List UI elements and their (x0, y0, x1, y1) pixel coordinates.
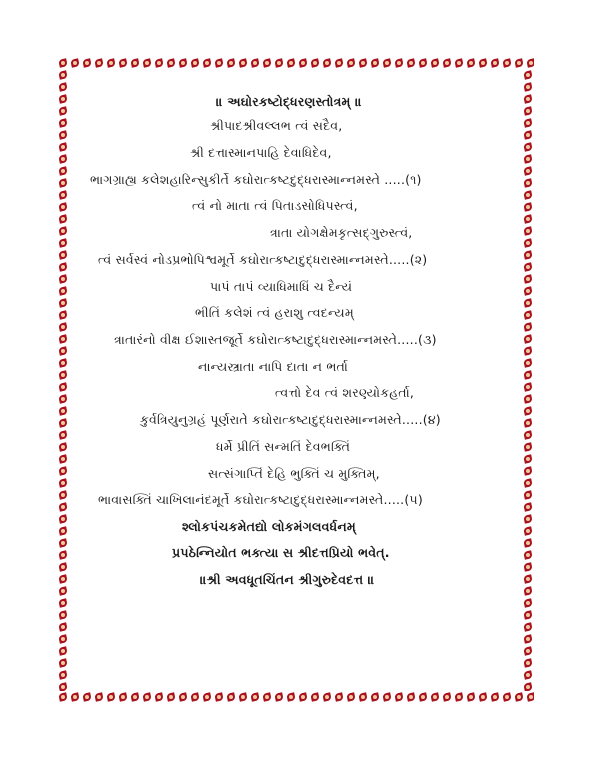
border-motif (522, 357, 534, 369)
border-motif (321, 57, 333, 69)
border-motif (57, 681, 69, 691)
border-motif (522, 297, 534, 309)
border-motif (522, 537, 534, 549)
border-motif (273, 57, 285, 69)
border-motif (57, 597, 69, 609)
border-motif (522, 441, 534, 453)
verse-1-line-3: ભાગગ્રાહ્ય કલેશહારિન્સુકીર્તે કઘોરાત્કષ્ટદુદ્ધરાસ્માન્નમસ્તે .....(૧) (90, 172, 422, 187)
border-motif (57, 333, 69, 345)
border-motif (522, 645, 534, 657)
border-motif (249, 57, 261, 69)
border-motif (225, 691, 237, 703)
border-motif (117, 691, 129, 703)
verse-3-line-2: ભીતિં કલેશં ત્વં હરાશુ ત્વદન્યમ્ (195, 305, 354, 320)
border-motif (522, 321, 534, 333)
verse-1-line-2: શ્રી દત્તાસ્માનપાહિ દેવાધિદેવ, (190, 145, 332, 160)
border-motif (381, 691, 393, 703)
border-motif (477, 691, 489, 703)
border-motif (57, 69, 69, 81)
border-motif (57, 561, 69, 573)
border-motif (57, 453, 69, 465)
border-motif (57, 477, 69, 489)
border-motif (417, 691, 429, 703)
border-motif (465, 691, 477, 703)
border-motif (345, 691, 357, 703)
border-motif (381, 57, 393, 69)
border-motif (429, 691, 441, 703)
border-motif (501, 57, 513, 69)
stotra-title: ॥ અઘોરકષ્ટોદ્ધરણસ્તોત્રમ્ ॥ (216, 94, 362, 109)
decorative-border-top (57, 57, 534, 69)
border-motif (522, 213, 534, 225)
border-motif (285, 57, 297, 69)
border-motif (141, 57, 153, 69)
border-motif (369, 57, 381, 69)
border-motif (237, 691, 249, 703)
border-motif (261, 691, 273, 703)
border-motif (57, 165, 69, 177)
border-motif (129, 57, 141, 69)
border-motif (57, 285, 69, 297)
border-motif (201, 57, 213, 69)
border-motif (177, 57, 189, 69)
border-motif (57, 189, 69, 201)
border-motif (489, 57, 501, 69)
border-motif (522, 345, 534, 357)
border-motif (57, 81, 69, 93)
border-motif (57, 573, 69, 585)
border-motif (117, 57, 129, 69)
border-motif (357, 691, 369, 703)
border-motif (321, 691, 333, 703)
border-motif (345, 57, 357, 69)
border-motif (285, 691, 297, 703)
border-motif (93, 57, 105, 69)
border-motif (522, 249, 534, 261)
border-motif (57, 237, 69, 249)
decorative-border-right (522, 69, 534, 691)
border-motif (333, 57, 345, 69)
border-motif (57, 93, 69, 105)
border-motif (57, 489, 69, 501)
border-motif (273, 691, 285, 703)
border-motif (57, 153, 69, 165)
border-motif (522, 225, 534, 237)
closing-line-3: ॥શ્રી અવધૂતચિંતન શ્રીગુરુદેવદત્ત ॥ (200, 572, 375, 587)
border-motif (369, 691, 381, 703)
border-motif (522, 429, 534, 441)
border-motif (522, 633, 534, 645)
border-motif (522, 561, 534, 573)
border-motif (522, 597, 534, 609)
verse-2-line-1: ત્વં નો માતા ત્વં પિતાડસોધિપસ્ત્વં, (192, 198, 358, 213)
border-motif (522, 669, 534, 681)
border-motif (57, 549, 69, 561)
border-motif (153, 691, 165, 703)
border-motif (57, 345, 69, 357)
border-motif (57, 297, 69, 309)
border-motif (522, 477, 534, 489)
border-motif (522, 153, 534, 165)
border-motif (522, 333, 534, 345)
border-motif (57, 429, 69, 441)
border-motif (429, 57, 441, 69)
stotra-page (70, 70, 522, 690)
border-motif (57, 117, 69, 129)
border-motif (57, 621, 69, 633)
border-motif (57, 645, 69, 657)
border-motif (57, 393, 69, 405)
border-motif (525, 57, 534, 69)
border-motif (522, 369, 534, 381)
border-motif (249, 691, 261, 703)
border-motif (201, 691, 213, 703)
border-motif (405, 691, 417, 703)
border-motif (522, 405, 534, 417)
border-motif (522, 237, 534, 249)
border-motif (522, 501, 534, 513)
border-motif (165, 691, 177, 703)
border-motif (57, 381, 69, 393)
border-motif (69, 691, 81, 703)
closing-line-2: પ્રપઠેન્નિયોત ભક્ત્યા સ શ્રીદત્તપ્રિયો ભવેત્. (172, 545, 390, 560)
border-motif (522, 657, 534, 669)
border-motif (522, 525, 534, 537)
border-motif (522, 573, 534, 585)
border-motif (57, 321, 69, 333)
border-motif (165, 57, 177, 69)
border-motif (189, 57, 201, 69)
border-motif (57, 225, 69, 237)
border-motif (57, 201, 69, 213)
border-motif (453, 691, 465, 703)
border-motif (309, 57, 321, 69)
border-motif (405, 57, 417, 69)
border-motif (213, 57, 225, 69)
border-motif (525, 691, 534, 703)
border-motif (105, 57, 117, 69)
border-motif (129, 691, 141, 703)
border-motif (57, 309, 69, 321)
verse-5-line-3: ભાવાસક્તિં ચાખિલાનંદમૂર્તે કઘોરાત્કષ્ટાદુદ્ધરાસ્માન્નમસ્તે.....(૫) (98, 492, 423, 507)
border-motif (57, 633, 69, 645)
border-motif (237, 57, 249, 69)
border-motif (57, 537, 69, 549)
border-motif (81, 691, 93, 703)
border-motif (57, 691, 69, 703)
border-motif (177, 691, 189, 703)
verse-2-line-3: ત્વં સર્વસ્વં નોડપ્રભોપિશ્વમૂર્તે કઘોરાત્કષ્ટાદુદ્ધરાસ્માન્નમસ્તે.....(૨) (98, 252, 428, 267)
border-motif (522, 417, 534, 429)
border-motif (522, 177, 534, 189)
border-motif (57, 57, 69, 69)
border-motif (501, 691, 513, 703)
border-motif (93, 691, 105, 703)
border-motif (522, 585, 534, 597)
border-motif (153, 57, 165, 69)
border-motif (57, 273, 69, 285)
border-motif (261, 57, 273, 69)
decorative-border-left (57, 69, 69, 691)
border-motif (522, 273, 534, 285)
border-motif (57, 513, 69, 525)
border-motif (522, 117, 534, 129)
border-motif (57, 129, 69, 141)
border-motif (513, 691, 525, 703)
border-motif (522, 393, 534, 405)
border-motif (57, 213, 69, 225)
verse-4-line-1: નાન્યસ્ત્રાતા નાપિ દાતા ન ભર્તા (198, 359, 349, 374)
border-motif (357, 57, 369, 69)
border-motif (57, 501, 69, 513)
verse-4-line-2: ત્વત્તો દેવ ત્વં શરણ્યોકહર્તા, (275, 385, 415, 400)
border-motif (57, 261, 69, 273)
border-motif (57, 357, 69, 369)
border-motif (57, 609, 69, 621)
border-motif (522, 261, 534, 273)
border-motif (69, 57, 81, 69)
border-motif (465, 57, 477, 69)
border-motif (57, 417, 69, 429)
border-motif (57, 177, 69, 189)
verse-1-line-1: શ્રીપાદશ્રીવલ્લભ ત્વં સદૈવ, (210, 118, 343, 133)
border-motif (489, 691, 501, 703)
border-motif (213, 691, 225, 703)
border-motif (297, 691, 309, 703)
border-motif (57, 405, 69, 417)
border-motif (522, 69, 534, 81)
border-motif (441, 691, 453, 703)
border-motif (393, 57, 405, 69)
border-motif (513, 57, 525, 69)
border-motif (522, 129, 534, 141)
border-motif (105, 691, 117, 703)
border-motif (522, 93, 534, 105)
border-motif (453, 57, 465, 69)
border-motif (522, 309, 534, 321)
border-motif (522, 381, 534, 393)
border-motif (522, 189, 534, 201)
border-motif (522, 285, 534, 297)
border-motif (57, 141, 69, 153)
border-motif (522, 165, 534, 177)
closing-line-1: શ્લોકપંચકમેતદ્યો લોકમંગલવર્ધનમ્ (182, 519, 356, 534)
border-motif (441, 57, 453, 69)
border-motif (57, 585, 69, 597)
border-motif (81, 57, 93, 69)
border-motif (522, 81, 534, 93)
border-motif (522, 621, 534, 633)
border-motif (189, 691, 201, 703)
border-motif (417, 57, 429, 69)
border-motif (477, 57, 489, 69)
border-motif (57, 465, 69, 477)
border-motif (522, 201, 534, 213)
border-motif (309, 691, 321, 703)
border-motif (333, 691, 345, 703)
border-motif (141, 691, 153, 703)
border-motif (57, 369, 69, 381)
border-motif (522, 549, 534, 561)
verse-5-line-1: ધર્મે પ્રીતિં સન્મતિં દેવભક્તિં (216, 439, 351, 454)
decorative-border-bottom (57, 691, 534, 703)
verse-2-line-2: ત્રાતા યોગક્ષેમકૃત્સદ્ગુરુસ્ત્વં, (270, 225, 413, 240)
border-motif (57, 441, 69, 453)
verse-3-line-1: પાપં તાપં વ્યાધિમાધિં ચ દૈન્યં (210, 279, 353, 294)
border-motif (297, 57, 309, 69)
verse-5-line-2: સત્સંગાપ્તિં દેહિ ભુક્તિં ચ મુક્તિમ્, (208, 466, 380, 481)
border-motif (57, 249, 69, 261)
border-motif (225, 57, 237, 69)
border-motif (57, 657, 69, 669)
verse-4-line-3: કુર્વત્રિયુનુગ્રહં પૂર્ણરાતે કઘોરાત્કષ્ટાદુદ્ધરાસ્માન્નમસ્તે.....(૪) (140, 412, 441, 427)
border-motif (522, 141, 534, 153)
border-motif (522, 681, 534, 691)
border-motif (393, 691, 405, 703)
border-motif (522, 105, 534, 117)
border-motif (522, 513, 534, 525)
border-motif (522, 609, 534, 621)
border-motif (57, 525, 69, 537)
border-motif (57, 669, 69, 681)
border-motif (522, 465, 534, 477)
border-motif (522, 489, 534, 501)
border-motif (57, 105, 69, 117)
border-motif (522, 453, 534, 465)
verse-3-line-3: ત્રાતારંનો વીક્ષ ઈશાસ્તજૂર્તે કઘોરાત્કષ્ટાદુદ્ધરાસ્માન્નમસ્તે.....(૩) (114, 332, 437, 347)
